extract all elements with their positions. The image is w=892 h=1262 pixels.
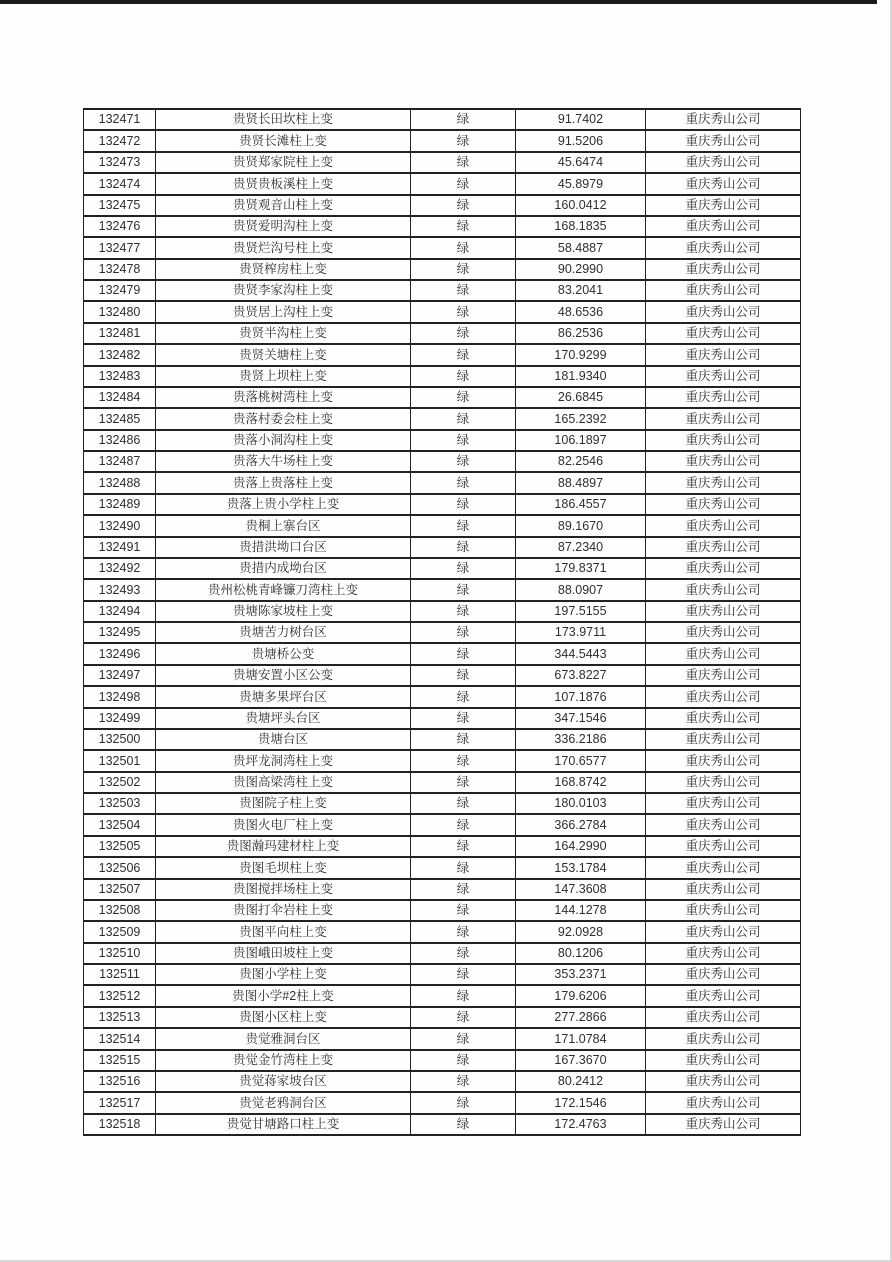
cell-value: 186.4557 bbox=[516, 494, 646, 515]
cell-id: 132500 bbox=[84, 729, 156, 750]
cell-status: 绿 bbox=[411, 601, 516, 622]
cell-id: 132478 bbox=[84, 259, 156, 280]
cell-value: 153.1784 bbox=[516, 857, 646, 878]
cell-company: 重庆秀山公司 bbox=[646, 259, 801, 280]
cell-company: 重庆秀山公司 bbox=[646, 964, 801, 985]
table-row bbox=[84, 195, 801, 216]
table-row bbox=[84, 1114, 801, 1135]
cell-company: 重庆秀山公司 bbox=[646, 643, 801, 664]
cell-status: 绿 bbox=[411, 259, 516, 280]
cell-company: 重庆秀山公司 bbox=[646, 109, 801, 130]
cell-id: 132518 bbox=[84, 1114, 156, 1135]
cell-value: 88.4897 bbox=[516, 472, 646, 493]
table-row bbox=[84, 665, 801, 686]
cell-id: 132501 bbox=[84, 750, 156, 771]
cell-name: 贵落上贵落柱上变 bbox=[156, 472, 411, 493]
cell-name: 贵图打伞岩柱上变 bbox=[156, 900, 411, 921]
transformer-table bbox=[83, 108, 801, 1136]
cell-id: 132495 bbox=[84, 622, 156, 643]
cell-name: 贵贤关塘柱上变 bbox=[156, 344, 411, 365]
cell-value: 147.3608 bbox=[516, 879, 646, 900]
cell-id: 132487 bbox=[84, 451, 156, 472]
cell-status: 绿 bbox=[411, 301, 516, 322]
cell-id: 132513 bbox=[84, 1007, 156, 1028]
table-row bbox=[84, 515, 801, 536]
cell-status: 绿 bbox=[411, 686, 516, 707]
cell-value: 86.2536 bbox=[516, 323, 646, 344]
cell-company: 重庆秀山公司 bbox=[646, 301, 801, 322]
table-row bbox=[84, 494, 801, 515]
cell-company: 重庆秀山公司 bbox=[646, 772, 801, 793]
cell-company: 重庆秀山公司 bbox=[646, 686, 801, 707]
cell-value: 173.9711 bbox=[516, 622, 646, 643]
cell-value: 80.1206 bbox=[516, 943, 646, 964]
cell-status: 绿 bbox=[411, 515, 516, 536]
cell-name: 贵贤长田坎柱上变 bbox=[156, 109, 411, 130]
table-row bbox=[84, 109, 801, 130]
table-row bbox=[84, 259, 801, 280]
cell-name: 贵措洪坳口台区 bbox=[156, 537, 411, 558]
cell-name: 贵贤贵板溪柱上变 bbox=[156, 173, 411, 194]
cell-name: 贵贤李家沟柱上变 bbox=[156, 280, 411, 301]
cell-name: 贵图搅拌场柱上变 bbox=[156, 879, 411, 900]
cell-name: 贵塘台区 bbox=[156, 729, 411, 750]
cell-status: 绿 bbox=[411, 750, 516, 771]
cell-value: 171.0784 bbox=[516, 1028, 646, 1049]
cell-company: 重庆秀山公司 bbox=[646, 622, 801, 643]
table-row bbox=[84, 921, 801, 942]
cell-company: 重庆秀山公司 bbox=[646, 750, 801, 771]
cell-value: 107.1876 bbox=[516, 686, 646, 707]
cell-status: 绿 bbox=[411, 152, 516, 173]
table-row bbox=[84, 772, 801, 793]
cell-status: 绿 bbox=[411, 408, 516, 429]
table-row bbox=[84, 964, 801, 985]
cell-company: 重庆秀山公司 bbox=[646, 900, 801, 921]
cell-name: 贵塘安置小区公变 bbox=[156, 665, 411, 686]
cell-company: 重庆秀山公司 bbox=[646, 857, 801, 878]
cell-company: 重庆秀山公司 bbox=[646, 430, 801, 451]
cell-company: 重庆秀山公司 bbox=[646, 195, 801, 216]
cell-value: 26.6845 bbox=[516, 387, 646, 408]
cell-id: 132476 bbox=[84, 216, 156, 237]
cell-id: 132508 bbox=[84, 900, 156, 921]
cell-status: 绿 bbox=[411, 558, 516, 579]
cell-status: 绿 bbox=[411, 216, 516, 237]
cell-name: 贵觉雅洞台区 bbox=[156, 1028, 411, 1049]
cell-value: 197.5155 bbox=[516, 601, 646, 622]
cell-name: 贵图高梁湾柱上变 bbox=[156, 772, 411, 793]
cell-company: 重庆秀山公司 bbox=[646, 152, 801, 173]
cell-name: 贵塘坪头台区 bbox=[156, 708, 411, 729]
table-row bbox=[84, 793, 801, 814]
cell-id: 132488 bbox=[84, 472, 156, 493]
cell-value: 106.1897 bbox=[516, 430, 646, 451]
scan-edge-bar bbox=[0, 0, 877, 4]
table-row bbox=[84, 900, 801, 921]
cell-value: 83.2041 bbox=[516, 280, 646, 301]
cell-name: 贵觉老鸦洞台区 bbox=[156, 1092, 411, 1113]
cell-status: 绿 bbox=[411, 323, 516, 344]
table-row bbox=[84, 387, 801, 408]
cell-company: 重庆秀山公司 bbox=[646, 1114, 801, 1135]
cell-name: 贵落大牛场柱上变 bbox=[156, 451, 411, 472]
cell-id: 132511 bbox=[84, 964, 156, 985]
cell-name: 贵塘桥公变 bbox=[156, 643, 411, 664]
cell-company: 重庆秀山公司 bbox=[646, 665, 801, 686]
cell-status: 绿 bbox=[411, 1071, 516, 1092]
cell-status: 绿 bbox=[411, 1028, 516, 1049]
cell-value: 673.8227 bbox=[516, 665, 646, 686]
table-row bbox=[84, 301, 801, 322]
cell-name: 贵落村委会柱上变 bbox=[156, 408, 411, 429]
cell-company: 重庆秀山公司 bbox=[646, 793, 801, 814]
cell-status: 绿 bbox=[411, 879, 516, 900]
table-row bbox=[84, 729, 801, 750]
cell-value: 167.3670 bbox=[516, 1050, 646, 1071]
cell-id: 132505 bbox=[84, 836, 156, 857]
cell-id: 132493 bbox=[84, 579, 156, 600]
cell-name: 贵落桃树湾柱上变 bbox=[156, 387, 411, 408]
cell-name: 贵图院子柱上变 bbox=[156, 793, 411, 814]
cell-company: 重庆秀山公司 bbox=[646, 708, 801, 729]
cell-name: 贵贤烂沟号柱上变 bbox=[156, 237, 411, 258]
cell-company: 重庆秀山公司 bbox=[646, 472, 801, 493]
table-row bbox=[84, 366, 801, 387]
table-row bbox=[84, 430, 801, 451]
table-row bbox=[84, 558, 801, 579]
cell-id: 132504 bbox=[84, 814, 156, 835]
cell-value: 80.2412 bbox=[516, 1071, 646, 1092]
cell-name: 贵图平向柱上变 bbox=[156, 921, 411, 942]
cell-company: 重庆秀山公司 bbox=[646, 729, 801, 750]
cell-value: 344.5443 bbox=[516, 643, 646, 664]
cell-value: 87.2340 bbox=[516, 537, 646, 558]
cell-status: 绿 bbox=[411, 772, 516, 793]
cell-company: 重庆秀山公司 bbox=[646, 515, 801, 536]
cell-id: 132472 bbox=[84, 130, 156, 151]
cell-id: 132506 bbox=[84, 857, 156, 878]
cell-id: 132473 bbox=[84, 152, 156, 173]
table-row bbox=[84, 985, 801, 1006]
cell-id: 132514 bbox=[84, 1028, 156, 1049]
cell-name: 贵贤半沟柱上变 bbox=[156, 323, 411, 344]
cell-id: 132492 bbox=[84, 558, 156, 579]
cell-value: 91.7402 bbox=[516, 109, 646, 130]
cell-status: 绿 bbox=[411, 109, 516, 130]
cell-name: 贵落小洞沟柱上变 bbox=[156, 430, 411, 451]
table-row bbox=[84, 1092, 801, 1113]
cell-company: 重庆秀山公司 bbox=[646, 344, 801, 365]
cell-id: 132489 bbox=[84, 494, 156, 515]
cell-company: 重庆秀山公司 bbox=[646, 1007, 801, 1028]
table-row bbox=[84, 643, 801, 664]
cell-status: 绿 bbox=[411, 964, 516, 985]
cell-value: 164.2990 bbox=[516, 836, 646, 857]
cell-status: 绿 bbox=[411, 1007, 516, 1028]
cell-name: 贵图瀚玛建材柱上变 bbox=[156, 836, 411, 857]
cell-status: 绿 bbox=[411, 237, 516, 258]
cell-status: 绿 bbox=[411, 665, 516, 686]
cell-id: 132507 bbox=[84, 879, 156, 900]
cell-company: 重庆秀山公司 bbox=[646, 387, 801, 408]
cell-status: 绿 bbox=[411, 579, 516, 600]
cell-company: 重庆秀山公司 bbox=[646, 1028, 801, 1049]
cell-id: 132496 bbox=[84, 643, 156, 664]
cell-value: 58.4887 bbox=[516, 237, 646, 258]
cell-name: 贵图小学#2柱上变 bbox=[156, 985, 411, 1006]
cell-company: 重庆秀山公司 bbox=[646, 130, 801, 151]
cell-name: 贵贤郑家院柱上变 bbox=[156, 152, 411, 173]
cell-id: 132486 bbox=[84, 430, 156, 451]
cell-id: 132479 bbox=[84, 280, 156, 301]
table-row bbox=[84, 814, 801, 835]
table-row bbox=[84, 750, 801, 771]
cell-value: 82.2546 bbox=[516, 451, 646, 472]
cell-value: 170.6577 bbox=[516, 750, 646, 771]
cell-name: 贵觉金竹湾柱上变 bbox=[156, 1050, 411, 1071]
cell-name: 贵桐上寨台区 bbox=[156, 515, 411, 536]
cell-value: 179.6206 bbox=[516, 985, 646, 1006]
cell-company: 重庆秀山公司 bbox=[646, 451, 801, 472]
table-row bbox=[84, 579, 801, 600]
table-row bbox=[84, 408, 801, 429]
cell-name: 贵贤观音山柱上变 bbox=[156, 195, 411, 216]
cell-id: 132510 bbox=[84, 943, 156, 964]
cell-name: 贵觉甘塘路口柱上变 bbox=[156, 1114, 411, 1135]
cell-company: 重庆秀山公司 bbox=[646, 921, 801, 942]
cell-id: 132475 bbox=[84, 195, 156, 216]
cell-name: 贵塘多果坪台区 bbox=[156, 686, 411, 707]
table-row bbox=[84, 622, 801, 643]
cell-name: 贵觉蒋家坡台区 bbox=[156, 1071, 411, 1092]
cell-status: 绿 bbox=[411, 1114, 516, 1135]
cell-name: 贵坪龙洞湾柱上变 bbox=[156, 750, 411, 771]
cell-company: 重庆秀山公司 bbox=[646, 408, 801, 429]
cell-company: 重庆秀山公司 bbox=[646, 1071, 801, 1092]
cell-company: 重庆秀山公司 bbox=[646, 173, 801, 194]
cell-value: 88.0907 bbox=[516, 579, 646, 600]
cell-status: 绿 bbox=[411, 643, 516, 664]
cell-company: 重庆秀山公司 bbox=[646, 814, 801, 835]
cell-id: 132490 bbox=[84, 515, 156, 536]
table-row bbox=[84, 323, 801, 344]
cell-id: 132503 bbox=[84, 793, 156, 814]
cell-company: 重庆秀山公司 bbox=[646, 323, 801, 344]
table-row bbox=[84, 836, 801, 857]
cell-id: 132482 bbox=[84, 344, 156, 365]
cell-status: 绿 bbox=[411, 537, 516, 558]
cell-company: 重庆秀山公司 bbox=[646, 579, 801, 600]
cell-company: 重庆秀山公司 bbox=[646, 601, 801, 622]
table-row bbox=[84, 686, 801, 707]
cell-company: 重庆秀山公司 bbox=[646, 237, 801, 258]
cell-value: 165.2392 bbox=[516, 408, 646, 429]
cell-id: 132474 bbox=[84, 173, 156, 194]
cell-status: 绿 bbox=[411, 344, 516, 365]
cell-id: 132497 bbox=[84, 665, 156, 686]
table-body bbox=[84, 109, 801, 1135]
cell-status: 绿 bbox=[411, 130, 516, 151]
cell-status: 绿 bbox=[411, 857, 516, 878]
cell-status: 绿 bbox=[411, 366, 516, 387]
cell-status: 绿 bbox=[411, 280, 516, 301]
cell-value: 45.8979 bbox=[516, 173, 646, 194]
cell-value: 144.1278 bbox=[516, 900, 646, 921]
table-row bbox=[84, 943, 801, 964]
cell-name: 贵图火电厂柱上变 bbox=[156, 814, 411, 835]
cell-id: 132512 bbox=[84, 985, 156, 1006]
cell-id: 132480 bbox=[84, 301, 156, 322]
cell-id: 132477 bbox=[84, 237, 156, 258]
cell-id: 132517 bbox=[84, 1092, 156, 1113]
cell-name: 贵图小学柱上变 bbox=[156, 964, 411, 985]
cell-status: 绿 bbox=[411, 900, 516, 921]
cell-value: 180.0103 bbox=[516, 793, 646, 814]
cell-id: 132499 bbox=[84, 708, 156, 729]
cell-value: 366.2784 bbox=[516, 814, 646, 835]
cell-status: 绿 bbox=[411, 451, 516, 472]
cell-status: 绿 bbox=[411, 943, 516, 964]
cell-name: 贵塘陈家坡柱上变 bbox=[156, 601, 411, 622]
cell-status: 绿 bbox=[411, 472, 516, 493]
cell-value: 168.8742 bbox=[516, 772, 646, 793]
table-row bbox=[84, 344, 801, 365]
cell-status: 绿 bbox=[411, 494, 516, 515]
cell-status: 绿 bbox=[411, 195, 516, 216]
cell-company: 重庆秀山公司 bbox=[646, 537, 801, 558]
table-row bbox=[84, 1007, 801, 1028]
cell-value: 172.1546 bbox=[516, 1092, 646, 1113]
cell-id: 132502 bbox=[84, 772, 156, 793]
cell-id: 132516 bbox=[84, 1071, 156, 1092]
cell-value: 168.1835 bbox=[516, 216, 646, 237]
cell-status: 绿 bbox=[411, 729, 516, 750]
cell-company: 重庆秀山公司 bbox=[646, 943, 801, 964]
cell-id: 132498 bbox=[84, 686, 156, 707]
cell-status: 绿 bbox=[411, 430, 516, 451]
cell-value: 91.5206 bbox=[516, 130, 646, 151]
table-row bbox=[84, 601, 801, 622]
cell-value: 170.9299 bbox=[516, 344, 646, 365]
cell-id: 132509 bbox=[84, 921, 156, 942]
table-row bbox=[84, 708, 801, 729]
cell-value: 45.6474 bbox=[516, 152, 646, 173]
table-row bbox=[84, 879, 801, 900]
cell-id: 132515 bbox=[84, 1050, 156, 1071]
cell-status: 绿 bbox=[411, 921, 516, 942]
cell-value: 89.1670 bbox=[516, 515, 646, 536]
cell-id: 132494 bbox=[84, 601, 156, 622]
cell-value: 172.4763 bbox=[516, 1114, 646, 1135]
table-row bbox=[84, 537, 801, 558]
cell-status: 绿 bbox=[411, 814, 516, 835]
cell-name: 贵州松桃青峰镰刀湾柱上变 bbox=[156, 579, 411, 600]
cell-status: 绿 bbox=[411, 836, 516, 857]
cell-company: 重庆秀山公司 bbox=[646, 366, 801, 387]
table-row bbox=[84, 451, 801, 472]
cell-name: 贵图毛坝柱上变 bbox=[156, 857, 411, 878]
cell-name: 贵塘苦力树台区 bbox=[156, 622, 411, 643]
cell-name: 贵措内成坳台区 bbox=[156, 558, 411, 579]
cell-id: 132491 bbox=[84, 537, 156, 558]
cell-company: 重庆秀山公司 bbox=[646, 558, 801, 579]
table-row bbox=[84, 152, 801, 173]
cell-status: 绿 bbox=[411, 985, 516, 1006]
table-row bbox=[84, 237, 801, 258]
table-row bbox=[84, 1028, 801, 1049]
cell-name: 贵落上贵小学柱上变 bbox=[156, 494, 411, 515]
cell-value: 347.1546 bbox=[516, 708, 646, 729]
cell-status: 绿 bbox=[411, 173, 516, 194]
cell-value: 277.2866 bbox=[516, 1007, 646, 1028]
cell-name: 贵图峨田坡柱上变 bbox=[156, 943, 411, 964]
table-row bbox=[84, 173, 801, 194]
cell-value: 92.0928 bbox=[516, 921, 646, 942]
cell-name: 贵贤榨房柱上变 bbox=[156, 259, 411, 280]
cell-value: 336.2186 bbox=[516, 729, 646, 750]
cell-value: 353.2371 bbox=[516, 964, 646, 985]
cell-value: 181.9340 bbox=[516, 366, 646, 387]
cell-company: 重庆秀山公司 bbox=[646, 280, 801, 301]
cell-status: 绿 bbox=[411, 622, 516, 643]
table-row bbox=[84, 1050, 801, 1071]
table-row bbox=[84, 216, 801, 237]
table-row bbox=[84, 472, 801, 493]
cell-company: 重庆秀山公司 bbox=[646, 1092, 801, 1113]
cell-status: 绿 bbox=[411, 793, 516, 814]
cell-id: 132471 bbox=[84, 109, 156, 130]
cell-id: 132483 bbox=[84, 366, 156, 387]
cell-status: 绿 bbox=[411, 387, 516, 408]
cell-name: 贵贤居上沟柱上变 bbox=[156, 301, 411, 322]
cell-value: 160.0412 bbox=[516, 195, 646, 216]
table-row bbox=[84, 1071, 801, 1092]
cell-company: 重庆秀山公司 bbox=[646, 836, 801, 857]
table-row bbox=[84, 130, 801, 151]
table-row bbox=[84, 857, 801, 878]
table-row bbox=[84, 280, 801, 301]
cell-company: 重庆秀山公司 bbox=[646, 1050, 801, 1071]
cell-value: 90.2990 bbox=[516, 259, 646, 280]
cell-company: 重庆秀山公司 bbox=[646, 985, 801, 1006]
cell-id: 132485 bbox=[84, 408, 156, 429]
cell-company: 重庆秀山公司 bbox=[646, 216, 801, 237]
cell-id: 132484 bbox=[84, 387, 156, 408]
cell-id: 132481 bbox=[84, 323, 156, 344]
cell-status: 绿 bbox=[411, 1050, 516, 1071]
cell-value: 48.6536 bbox=[516, 301, 646, 322]
cell-status: 绿 bbox=[411, 708, 516, 729]
cell-company: 重庆秀山公司 bbox=[646, 494, 801, 515]
cell-name: 贵图小区柱上变 bbox=[156, 1007, 411, 1028]
cell-status: 绿 bbox=[411, 1092, 516, 1113]
cell-company: 重庆秀山公司 bbox=[646, 879, 801, 900]
cell-value: 179.8371 bbox=[516, 558, 646, 579]
cell-name: 贵贤上坝柱上变 bbox=[156, 366, 411, 387]
cell-name: 贵贤长滩柱上变 bbox=[156, 130, 411, 151]
cell-name: 贵贤爱明沟柱上变 bbox=[156, 216, 411, 237]
